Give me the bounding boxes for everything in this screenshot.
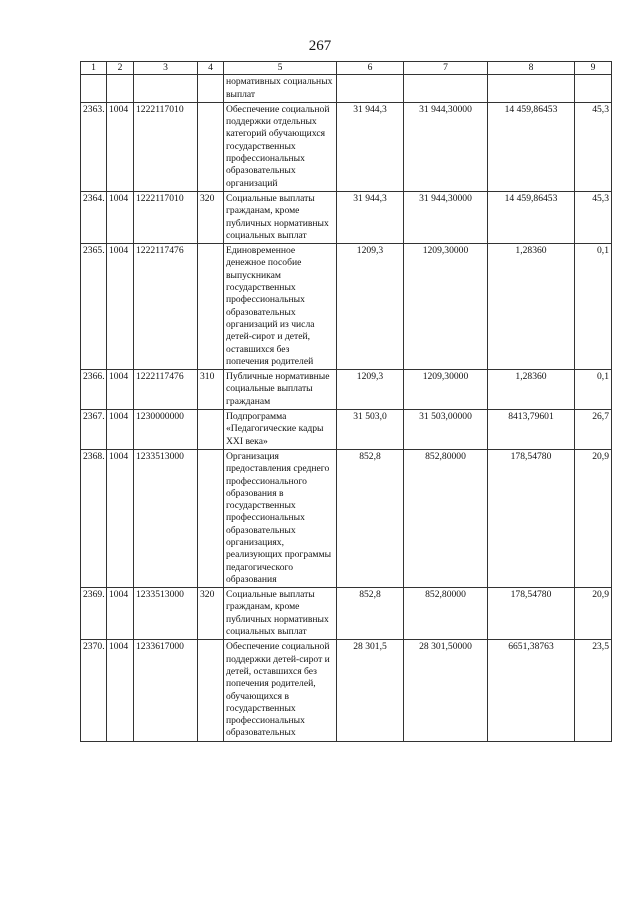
item-name-cell: Обеспечение социальной поддержки детей-сирот и детей, оставшихся без попечения родителей, обучающихся в государственных профессиональных образовательных bbox=[224, 640, 337, 741]
row-number-cell: 2369. bbox=[81, 588, 107, 640]
refined-amount-cell: 31 503,00000 bbox=[404, 410, 488, 450]
target-article-cell: 1222117476 bbox=[134, 370, 198, 410]
execution-percent-cell: 0,1 bbox=[575, 370, 612, 410]
executed-amount-cell: 14 459,86453 bbox=[488, 191, 575, 243]
section-code-cell: 1004 bbox=[107, 410, 134, 450]
item-name-cell: нормативных социальных выплат bbox=[224, 75, 337, 103]
refined-amount-cell: 28 301,50000 bbox=[404, 640, 488, 741]
refined-amount-cell: 31 944,30000 bbox=[404, 191, 488, 243]
target-article-cell: 1222117010 bbox=[134, 102, 198, 191]
refined-amount-cell: 852,80000 bbox=[404, 449, 488, 587]
expense-type-cell: 320 bbox=[198, 588, 224, 640]
table-header-row bbox=[81, 62, 612, 75]
section-code-cell bbox=[107, 75, 134, 103]
table-row bbox=[81, 640, 612, 741]
item-name-cell: Подпрограмма «Педагогические кадры XXI века» bbox=[224, 410, 337, 450]
expense-type-cell bbox=[198, 102, 224, 191]
table-row bbox=[81, 102, 612, 191]
expense-type-cell bbox=[198, 75, 224, 103]
table-row bbox=[81, 75, 612, 103]
item-name-cell: Публичные нормативные социальные выплаты гражданам bbox=[224, 370, 337, 410]
column-header-9: 9 bbox=[575, 62, 612, 75]
row-number-cell: 2365. bbox=[81, 244, 107, 370]
execution-percent-cell: 20,9 bbox=[575, 449, 612, 587]
column-header-1: 1 bbox=[81, 62, 107, 75]
item-name-cell: Социальные выплаты гражданам, кроме публичных нормативных социальных выплат bbox=[224, 191, 337, 243]
row-number-cell bbox=[81, 75, 107, 103]
column-header-6: 6 bbox=[337, 62, 404, 75]
executed-amount-cell: 6651,38763 bbox=[488, 640, 575, 741]
expense-type-cell: 320 bbox=[198, 191, 224, 243]
row-number-cell: 2363. bbox=[81, 102, 107, 191]
execution-percent-cell: 23,5 bbox=[575, 640, 612, 741]
execution-percent-cell: 45,3 bbox=[575, 102, 612, 191]
executed-amount-cell: 1,28360 bbox=[488, 370, 575, 410]
refined-amount-cell bbox=[404, 75, 488, 103]
column-header-2: 2 bbox=[107, 62, 134, 75]
executed-amount-cell: 8413,79601 bbox=[488, 410, 575, 450]
approved-amount-cell bbox=[337, 75, 404, 103]
table-row bbox=[81, 191, 612, 243]
target-article-cell: 1230000000 bbox=[134, 410, 198, 450]
row-number-cell: 2364. bbox=[81, 191, 107, 243]
column-header-5: 5 bbox=[224, 62, 337, 75]
item-name-cell: Социальные выплаты гражданам, кроме публичных нормативных социальных выплат bbox=[224, 588, 337, 640]
item-name-cell: Единовременное денежное пособие выпускникам государственных профессиональных образовательных организаций из числа детей-сирот и детей, оставшихся без попечения родителей bbox=[224, 244, 337, 370]
executed-amount-cell: 14 459,86453 bbox=[488, 102, 575, 191]
section-code-cell: 1004 bbox=[107, 102, 134, 191]
executed-amount-cell: 178,54780 bbox=[488, 449, 575, 587]
budget-table bbox=[80, 61, 612, 742]
target-article-cell: 1233513000 bbox=[134, 588, 198, 640]
target-article-cell: 1222117010 bbox=[134, 191, 198, 243]
execution-percent-cell: 26,7 bbox=[575, 410, 612, 450]
approved-amount-cell: 1209,3 bbox=[337, 370, 404, 410]
expense-type-cell bbox=[198, 410, 224, 450]
expense-type-cell bbox=[198, 449, 224, 587]
section-code-cell: 1004 bbox=[107, 191, 134, 243]
approved-amount-cell: 31 944,3 bbox=[337, 102, 404, 191]
target-article-cell: 1222117476 bbox=[134, 244, 198, 370]
table-row bbox=[81, 370, 612, 410]
execution-percent-cell bbox=[575, 75, 612, 103]
approved-amount-cell: 852,8 bbox=[337, 588, 404, 640]
expense-type-cell bbox=[198, 640, 224, 741]
execution-percent-cell: 20,9 bbox=[575, 588, 612, 640]
executed-amount-cell: 1,28360 bbox=[488, 244, 575, 370]
column-header-8: 8 bbox=[488, 62, 575, 75]
executed-amount-cell bbox=[488, 75, 575, 103]
approved-amount-cell: 28 301,5 bbox=[337, 640, 404, 741]
section-code-cell: 1004 bbox=[107, 640, 134, 741]
row-number-cell: 2367. bbox=[81, 410, 107, 450]
section-code-cell: 1004 bbox=[107, 244, 134, 370]
table-row bbox=[81, 449, 612, 587]
column-header-3: 3 bbox=[134, 62, 198, 75]
expense-type-cell: 310 bbox=[198, 370, 224, 410]
execution-percent-cell: 45,3 bbox=[575, 191, 612, 243]
row-number-cell: 2366. bbox=[81, 370, 107, 410]
table-row bbox=[81, 244, 612, 370]
section-code-cell: 1004 bbox=[107, 449, 134, 587]
executed-amount-cell: 178,54780 bbox=[488, 588, 575, 640]
column-header-4: 4 bbox=[198, 62, 224, 75]
table-row bbox=[81, 588, 612, 640]
target-article-cell: 1233617000 bbox=[134, 640, 198, 741]
section-code-cell: 1004 bbox=[107, 370, 134, 410]
refined-amount-cell: 31 944,30000 bbox=[404, 102, 488, 191]
approved-amount-cell: 852,8 bbox=[337, 449, 404, 587]
execution-percent-cell: 0,1 bbox=[575, 244, 612, 370]
refined-amount-cell: 1209,30000 bbox=[404, 244, 488, 370]
approved-amount-cell: 31 944,3 bbox=[337, 191, 404, 243]
page-number: 267 bbox=[308, 38, 332, 54]
approved-amount-cell: 1209,3 bbox=[337, 244, 404, 370]
item-name-cell: Организация предоставления среднего профессионального образования в государственных профессиональных образовательных организациях, реализующих программы педагогического образования bbox=[224, 449, 337, 587]
target-article-cell bbox=[134, 75, 198, 103]
item-name-cell: Обеспечение социальной поддержки отдельных категорий обучающихся государственных профессиональных образовательных организаций bbox=[224, 102, 337, 191]
approved-amount-cell: 31 503,0 bbox=[337, 410, 404, 450]
expense-type-cell bbox=[198, 244, 224, 370]
target-article-cell: 1233513000 bbox=[134, 449, 198, 587]
section-code-cell: 1004 bbox=[107, 588, 134, 640]
row-number-cell: 2370. bbox=[81, 640, 107, 741]
refined-amount-cell: 1209,30000 bbox=[404, 370, 488, 410]
row-number-cell: 2368. bbox=[81, 449, 107, 587]
column-header-7: 7 bbox=[404, 62, 488, 75]
refined-amount-cell: 852,80000 bbox=[404, 588, 488, 640]
table-row bbox=[81, 410, 612, 450]
